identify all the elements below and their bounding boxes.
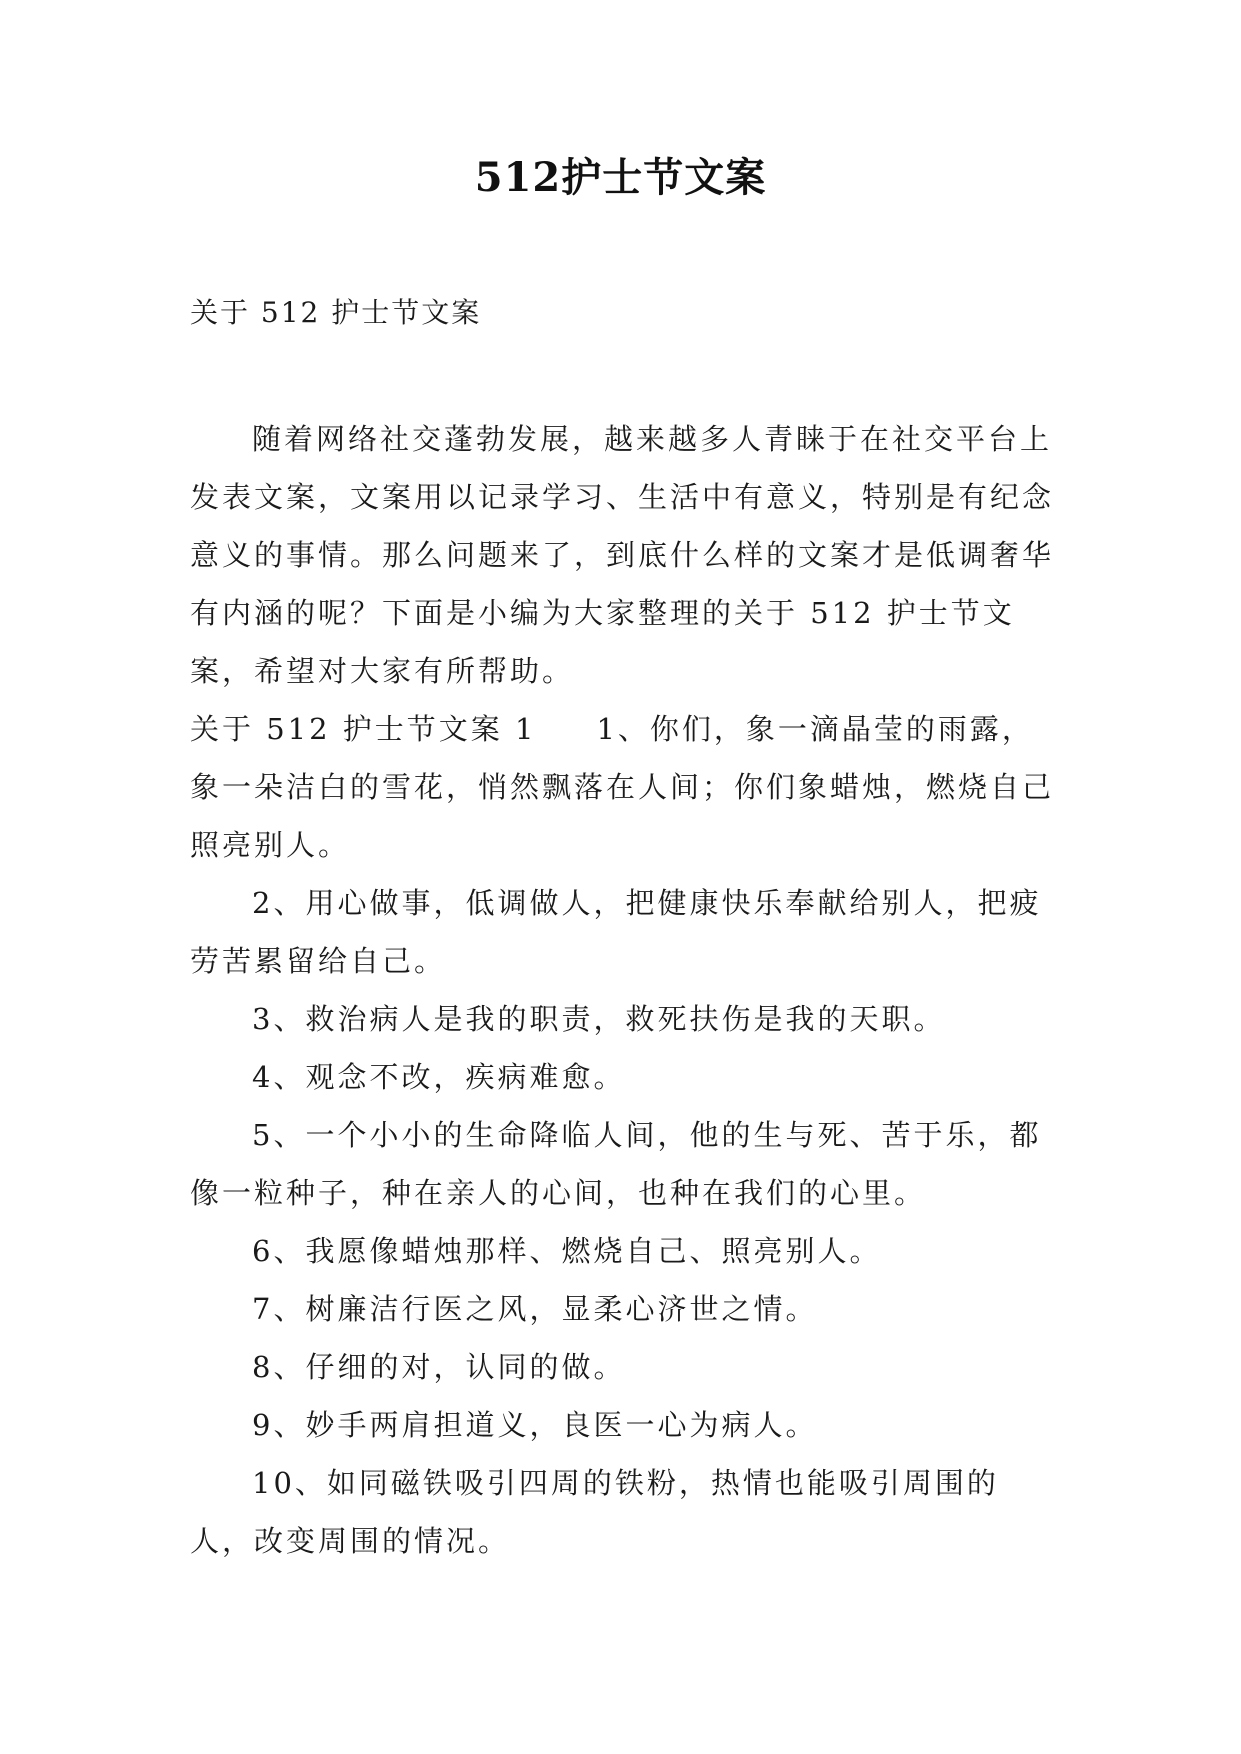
intro-paragraph: 随着网络社交蓬勃发展，越来越多人青睐于在社交平台上发表文案，文案用以记录学习、生活中有意义，特别是有纪念意义的事情。那么问题来了，到底什么样的文案才是低调奢华有内涵的呢？下面是小编为大家整理的关于 512 护士节文案，希望对大家有所帮助。 — [190, 422, 1055, 688]
section-heading: 关于 512 护士节文案 1 — [190, 712, 537, 746]
list-item: 5、一个小小的生命降临人间，他的生与死、苦于乐，都像一粒种子，种在亲人的心间，也种在我们的心里。 — [190, 1118, 1042, 1210]
list-item: 6、我愿像蜡烛那样、燃烧自己、照亮别人。 — [252, 1234, 882, 1268]
list-item: 10、如同磁铁吸引四周的铁粉，热情也能吸引周围的人，改变周围的情况。 — [190, 1466, 999, 1558]
list-item: 4、观念不改，疾病难愈。 — [252, 1060, 626, 1094]
list-item: 9、妙手两肩担道义，良医一心为病人。 — [252, 1408, 818, 1442]
document-subtitle: 关于 512 护士节文案 — [190, 296, 482, 329]
list-item: 2、用心做事，低调做人，把健康快乐奉献给别人，把疲劳苦累留给自己。 — [190, 886, 1042, 978]
document-body — [190, 410, 1056, 1570]
list-item: 8、仔细的对，认同的做。 — [252, 1350, 626, 1384]
section-first-paragraph — [190, 700, 1056, 874]
list-item: 3、救治病人是我的职责，救死扶伤是我的天职。 — [252, 1002, 946, 1036]
document-title: 512护士节文案 — [474, 154, 767, 201]
list-item: 1、你们，象一滴晶莹的雨露，象一朵洁白的雪花，悄然飘落在人间；你们象蜡烛，燃烧自己照亮别人。 — [190, 712, 1055, 862]
list-item: 7、树廉洁行医之风，显柔心济世之情。 — [252, 1292, 818, 1326]
